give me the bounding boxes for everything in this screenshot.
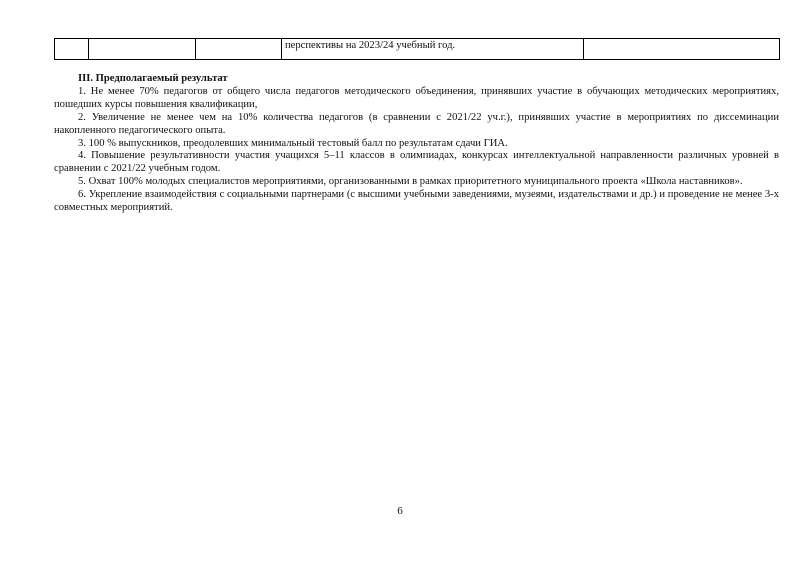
- table-cell-form: [196, 39, 282, 60]
- result-item-2: 2. Увеличение не менее чем на 10% количества педагогов (в сравнении с 2021/22 уч.г.), принявших участие в мероприятиях по диссеминации накопленного педагогического опыта.: [54, 111, 779, 136]
- continuation-table: [54, 38, 780, 60]
- table-cell-responsible: [584, 39, 780, 60]
- result-item-4: 4. Повышение результативности участия учащихся 5–11 классов в олимпиадах, конкурсах интеллектуальной направленности различных уровней в сравнении с 2021/22 учебным годом.: [54, 150, 779, 175]
- page-number: 6: [397, 505, 403, 517]
- result-item-3: 3. 100 % выпускников, преодолевших минимальный тестовый балл по результатам сдачи ГИА.: [78, 137, 508, 149]
- table-cell-date: [89, 39, 196, 60]
- table-row: [55, 39, 780, 60]
- section-title: III. Предполагаемый результат: [78, 73, 228, 84]
- table-cell-content: перспективы на 2023/24 учебный год.: [282, 39, 584, 60]
- expected-result-section: [54, 73, 779, 215]
- result-item-1: 1. Не менее 70% педагогов от общего числа педагогов методического объединения, принявших участие в обучающих методических мероприятиях, пошедших курсы повышения квалификации,: [54, 85, 779, 110]
- result-item-5: 5. Охват 100% молодых специалистов мероприятиями, организованными в рамках приоритетного муниципального проекта «Школа наставников».: [78, 176, 743, 188]
- table-cell-number: [55, 39, 89, 60]
- result-item-6: 6. Укрепление взаимодействия с социальными партнерами (с высшими учебными заведениями, музеями, издательствами и др.) и проведение не менее 3-х совместных мероприятий.: [54, 189, 779, 214]
